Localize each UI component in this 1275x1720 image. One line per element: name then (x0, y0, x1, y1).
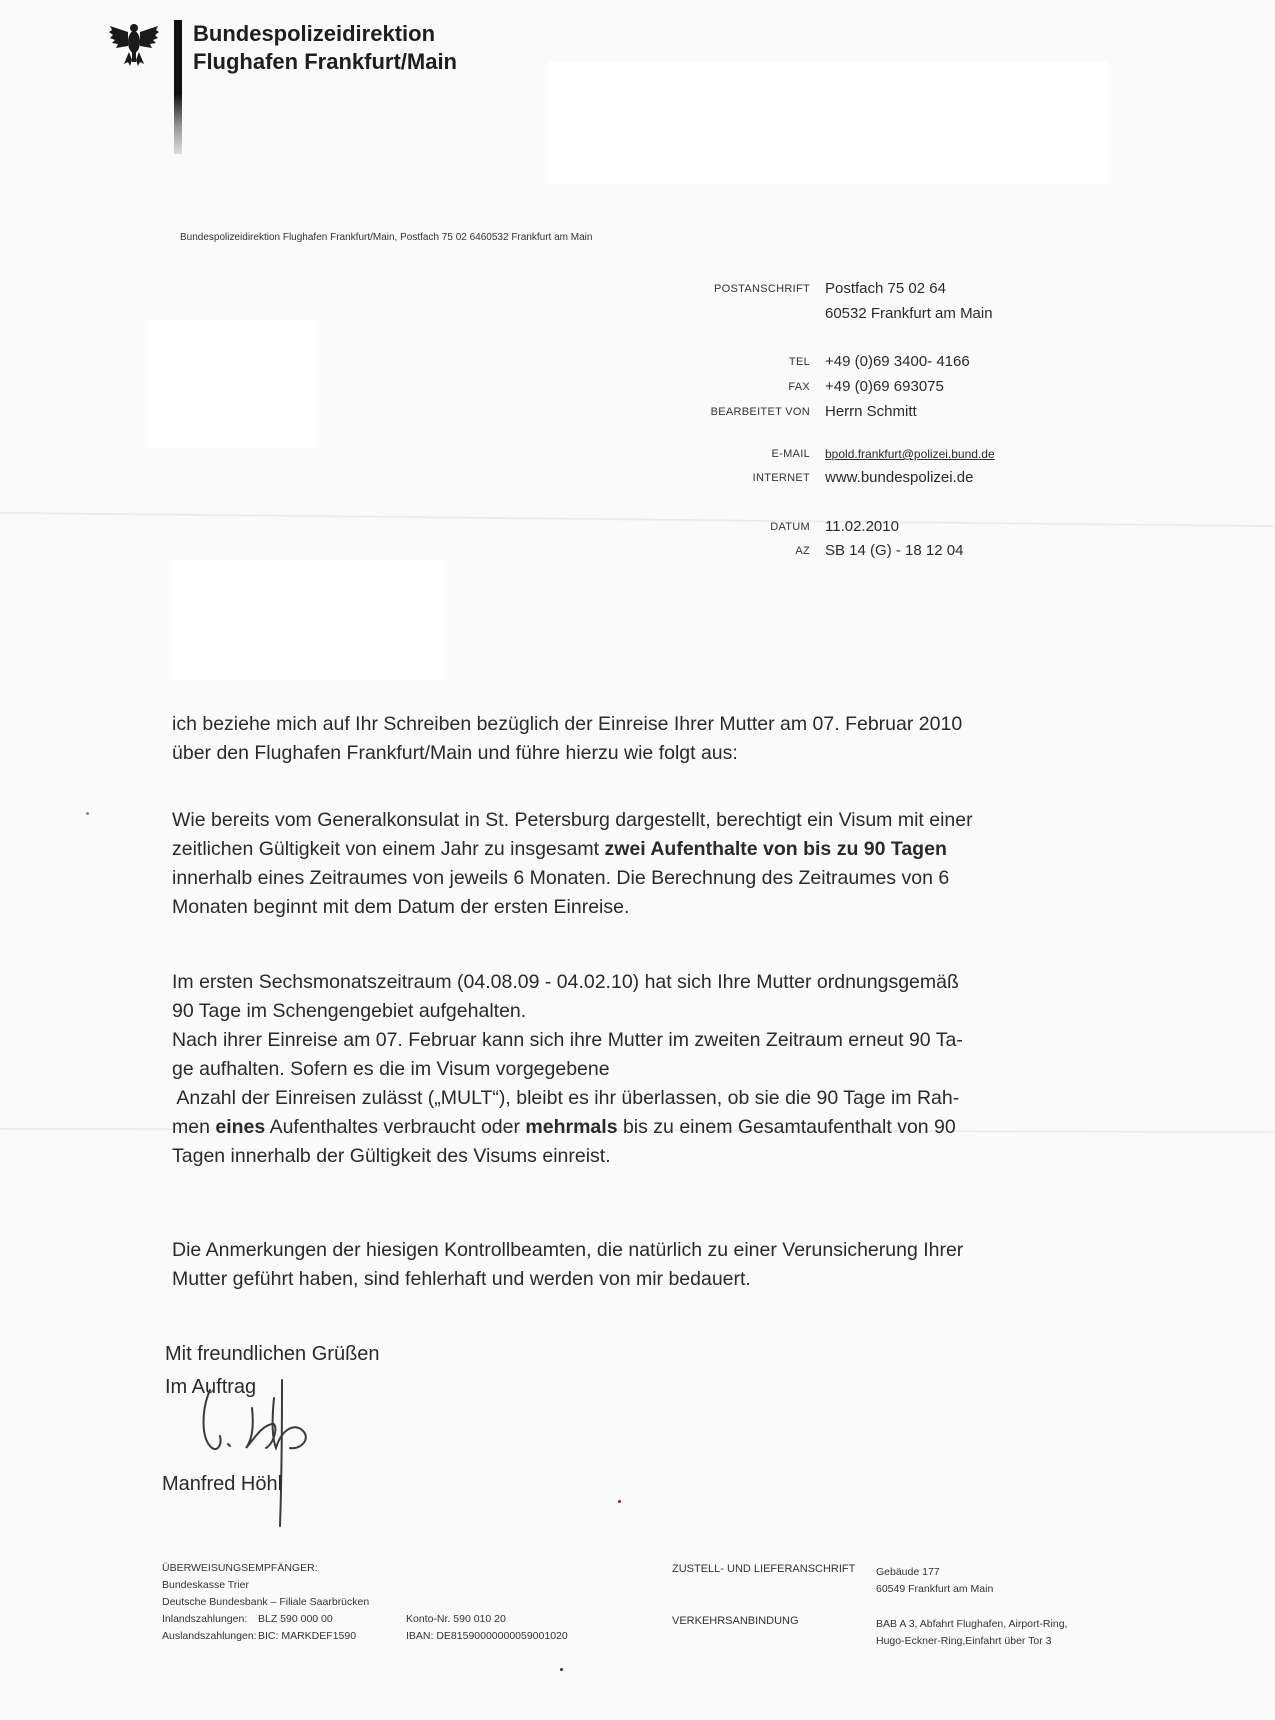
signer-name: Manfred Höhl (162, 1473, 283, 1495)
blz-value: BLZ 590 000 00 (258, 1613, 333, 1625)
email-link[interactable]: bpold.frankfurt@polizei.bund.de (825, 447, 995, 461)
body-line: Wie bereits vom Generalkonsulat in St. Petersburg dargestellt, berechtigt ein Visum mit einer (172, 809, 973, 831)
postanschrift-label: POSTANSCHRIFT (714, 283, 810, 295)
inland-row (162, 1611, 506, 1628)
inland-label: Inlandszahlungen: (162, 1613, 248, 1625)
ink-speck (86, 812, 89, 815)
verkehr-line-2: Hugo-Eckner-Ring,Einfahrt über Tor 3 (876, 1635, 1052, 1647)
fax-label: FAX (788, 381, 810, 393)
paragraph-4 (172, 1236, 1112, 1294)
body-line (172, 835, 1112, 864)
body-line: Anzahl der Einreisen zulässt („MULT“), bleibt es ihr überlassen, ob sie die 90 Tage im Rah- (172, 1087, 960, 1109)
body-text-run: Aufenthaltes verbraucht oder (265, 1116, 526, 1138)
ausland-row (162, 1628, 568, 1645)
body-line: Mutter geführt haben, sind fehlerhaft und werden von mir bedauert. (172, 1268, 751, 1290)
greeting: Mit freundlichen Grüßen (165, 1343, 380, 1365)
body-line: Monaten beginnt mit dem Datum der ersten Einreise. (172, 896, 630, 918)
authority-name (193, 20, 457, 76)
az-value: SB 14 (G) - 18 12 04 (825, 542, 964, 559)
body-line: Nach ihrer Einreise am 07. Februar kann sich ihre Mutter im zweiten Zeitraum erneut 90 Ta- (172, 1029, 963, 1051)
internet-label: INTERNET (752, 472, 810, 484)
body-line: Im ersten Sechsmonatszeitraum (04.08.09 - 04.02.10) hat sich Ihre Mutter ordnungsgemäß (172, 971, 959, 993)
body-text-run: bis zu einem Gesamtaufenthalt von 90 (617, 1116, 956, 1138)
return-address-line: Bundespolizeidirektion Flughafen Frankfurt/Main, Postfach 75 02 6460532 Frankfurt am Main (180, 232, 593, 243)
redacted-salutation (172, 560, 444, 680)
federal-eagle-icon (108, 20, 160, 68)
konto-value: Konto-Nr. 590 010 20 (406, 1613, 506, 1625)
datum-label: DATUM (770, 521, 810, 533)
redacted-area (148, 320, 316, 448)
tel-value: +49 (0)69 3400- 4166 (825, 353, 970, 370)
bearbeitet-value: Herrn Schmitt (825, 403, 917, 420)
bic-value: BIC: MARKDEF1590 (258, 1630, 357, 1642)
empfaenger-label: ÜBERWEISUNGSEMPFÄNGER: (162, 1562, 318, 1574)
paper-fold-line (0, 512, 1275, 527)
postanschrift-line-2: 60532 Frankfurt am Main (825, 305, 993, 322)
paragraph-2 (172, 806, 1112, 922)
bold-word: mehrmals (525, 1116, 618, 1138)
body-line: Die Anmerkungen der hiesigen Kontrollbeamten, die natürlich zu einer Verunsicherung Ihrer (172, 1239, 964, 1261)
body-line: ge aufhalten. Sofern es die im Visum vorgegebene (172, 1058, 610, 1080)
postanschrift-line-1: Postfach 75 02 64 (825, 280, 946, 297)
body-line: innerhalb eines Zeitraumes von jeweils 6 Monaten. Die Berechnung des Zeitraumes von 6 (172, 867, 950, 889)
im-auftrag: Im Auftrag (165, 1376, 257, 1398)
handwritten-signature (192, 1378, 342, 1528)
body-line: Tagen innerhalb der Gültigkeit des Visums einreist. (172, 1145, 611, 1167)
bearbeitet-label: BEARBEITET VON (710, 406, 810, 418)
paragraph-3 (172, 968, 1112, 1171)
bank-recipient: Bundeskasse Trier (162, 1579, 249, 1591)
letterhead-bar (174, 20, 182, 154)
bank-details (162, 1560, 568, 1645)
verkehr-line-1: BAB A 3, Abfahrt Flughafen, Airport-Ring, (876, 1618, 1068, 1630)
verkehr-label: VERKEHRSANBINDUNG (672, 1615, 799, 1627)
verkehr-details (876, 1616, 1067, 1650)
datum-value: 11.02.2010 (825, 518, 899, 535)
body-text-run: men (172, 1116, 216, 1138)
body-line: ich beziehe mich auf Ihr Schreiben bezüglich der Einreise Ihrer Mutter am 07. Februar 2010 (172, 713, 963, 735)
ink-speck (560, 1668, 563, 1671)
body-line: über den Flughafen Frankfurt/Main und führe hierzu wie folgt aus: (172, 742, 738, 764)
zustell-label: ZUSTELL- UND LIEFERANSCHRIFT (672, 1563, 856, 1575)
fax-value: +49 (0)69 693075 (825, 378, 944, 395)
tel-label: TEL (788, 356, 810, 368)
body-line: 90 Tage im Schengengebiet aufgehalten. (172, 1000, 527, 1022)
zustell-line-2: 60549 Frankfurt am Main (876, 1583, 994, 1595)
bold-word: eines (215, 1116, 266, 1138)
bold-phrase: zwei Aufenthalte von bis zu 90 Tagen (604, 838, 947, 860)
internet-link[interactable]: www.bundespolizei.de (825, 469, 974, 486)
bank-name: Deutsche Bundesbank – Filiale Saarbrücken (162, 1596, 370, 1608)
az-label: AZ (795, 545, 810, 557)
zustell-line-1: Gebäude 177 (876, 1566, 940, 1578)
body-text-run: zeitlichen Gültigkeit von einem Jahr zu insgesamt (172, 838, 605, 860)
body-line (172, 1113, 1112, 1142)
paragraph-1 (172, 710, 1112, 768)
authority-line-1: Bundespolizeidirektion (193, 21, 436, 46)
zustell-address (876, 1564, 993, 1598)
redacted-recipient-address (548, 62, 1108, 184)
iban-value: IBAN: DE81590000000059001020 (406, 1630, 568, 1642)
authority-line-2: Flughafen Frankfurt/Main (193, 49, 457, 74)
email-label: E-MAIL (771, 448, 810, 460)
ink-speck (618, 1500, 621, 1503)
ausland-label: Auslandszahlungen: (162, 1630, 257, 1642)
